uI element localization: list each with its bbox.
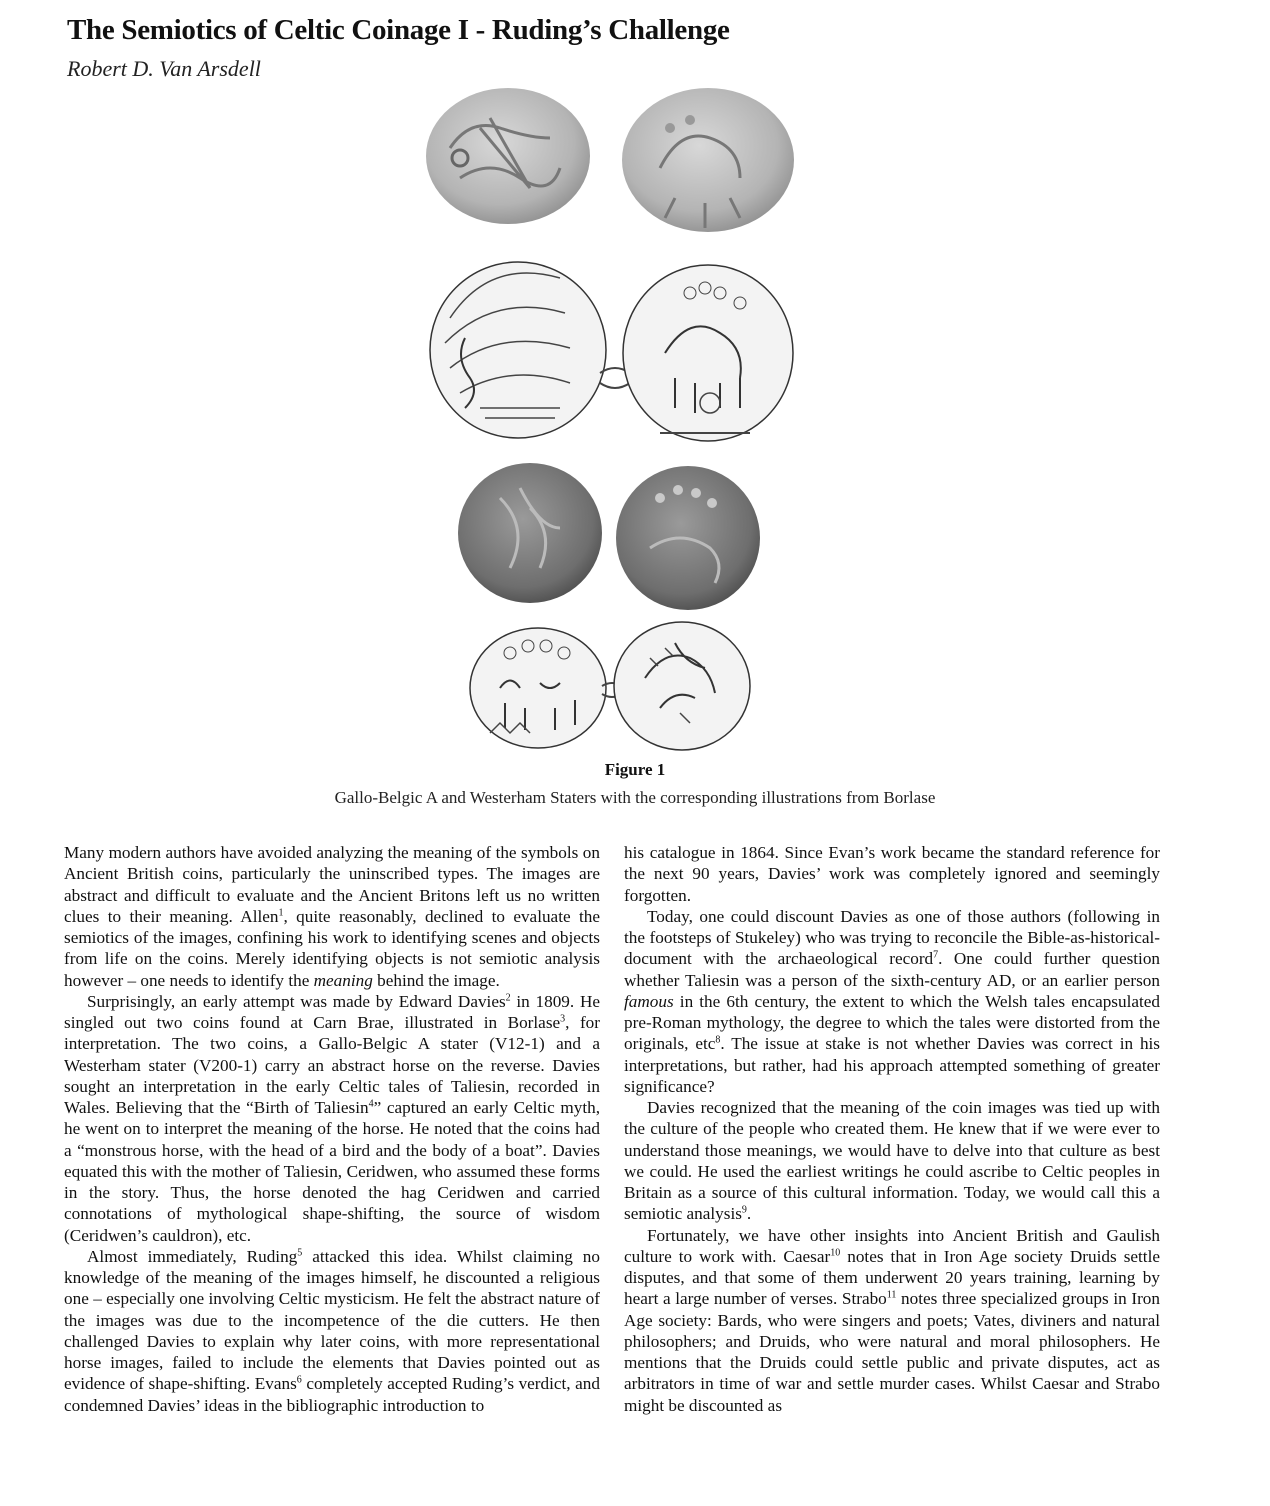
coin-drawing-obverse-1 xyxy=(430,262,606,438)
paragraph-p1: Many modern authors have avoided analyzing the meaning of the symbols on Ancient British coins, particularly the uninscribed types. The images are abstract and difficult to evaluate and the Ancient Britons left us no written clues to their meaning. Allen$^1$, quite reasonably, declined to evaluate the semiotics of the images, confining his work to identifying scenes and objects from life on the coins. Merely identifying objects is not semiotic analysis however – one needs to identify the meaning behind the image. xyxy=(64,843,600,990)
coin-drawing-reverse-1 xyxy=(623,265,793,441)
coin-photo-reverse-1 xyxy=(622,88,794,232)
coin-photo-reverse-2 xyxy=(616,466,760,610)
page-title: The Semiotics of Celtic Coinage I - Ruding’s Challenge xyxy=(67,14,730,46)
paragraph-p2: Surprisingly, an early attempt was made by Edward Davies$^2$ in 1809. He singled out two coins found at Carn Brae, illustrated in Borlase$^3$, for interpretation. The two coins, a Gallo-Belgic A stater (V12-1) and a Westerham stater (V200-1) carry an abstract horse on the reverse. Davies sought an interpretation in the early Celtic tales of Taliesin, recorded in Wales. Believing that the “Birth of Taliesin$^4$” captured an early Celtic myth, he went on to interpret the meaning of the horse. He noted that the coins had a “monstrous horse, with the head of a bird and the body of a boat”. Davies equated this with the mother of Taliesin, Ceridwen, who assumed these forms in the story. Thus, the horse denoted the hag Ceridwen and carried connotations of mythological shape-shifting, the source of wisdom (Ceridwen’s cauldron), etc. xyxy=(64,991,600,1245)
coin-illustrations xyxy=(420,88,800,758)
text-column-right xyxy=(624,842,1160,1416)
coin-figure xyxy=(420,88,800,758)
figure-caption: Gallo-Belgic A and Westerham Staters with the corresponding illustrations from Borlase xyxy=(334,788,936,807)
paragraph-p6: Davies recognized that the meaning of the coin images was tied up with the culture of the people who created them. He knew that if we were ever to understand those meanings, we would have to delve into that culture as best we could. He used the earliest writings he could ascribe to Celtic peoples in Britain as a source of this cultural information. Today, we would call this a semiotic analysis$^9$. xyxy=(624,1098,1160,1224)
coin-photo-obverse-2 xyxy=(458,463,602,603)
paragraph-p5: Today, one could discount Davies as one of those authors (following in the footsteps of Stukeley) who was trying to reconcile the Bible-as-historical-document with the archaeological record$^7$. One could further question whether Taliesin was a person of the sixth-century AD, or an earlier person famous in the 6th century, the extent to which the Welsh tales encapsulated pre-Roman mythology, the degree to which the tales were distorted from the originals, etc$^8$. The issue at stake is not whether Davies was correct in his interpretations, but rather, had his approach attempted something of greater significance? xyxy=(624,906,1161,1096)
coin-photo-obverse-1 xyxy=(426,88,590,224)
author-name: Robert D. Van Arsdell xyxy=(67,56,261,81)
coin-drawing-obverse-2 xyxy=(470,628,606,748)
paragraph-p4: his catalogue in 1864. Since Evan’s work became the standard reference for the next 90 years, Davies’ work was completely ignored and seemingly forgotten. xyxy=(624,843,1160,905)
figure-label: Figure 1 xyxy=(604,760,666,779)
text-column-left xyxy=(64,842,600,1416)
paragraph-p3: Almost immediately, Ruding$^5$ attacked this idea. Whilst claiming no knowledge of the meaning of the images himself, he discounted a religious one – especially one involving Celtic mysticism. He felt the abstract nature of the images was due to the incompetence of the die cutters. He then challenged Davies to explain why later coins, with more representational horse images, failed to include the elements that Davies pointed out as evidence of shape-shifting. Evans$^6$ completely accepted Ruding’s verdict, and condemned Davies’ ideas in the bibliographic introduction to xyxy=(64,1246,600,1415)
paragraph-p7: Fortunately, we have other insights into Ancient British and Gaulish culture to work with. Caesar$^{10}$ notes that in Iron Age society Druids settle disputes, and that some of them underwent 20 years training, learning by heart a large number of verses. Strabo$^{11}$ notes three specialized groups in Iron Age society: Bards, who were singers and poets; Vates, diviners and natural philosophers; and Druids, who were natural and moral philosophers. He mentions that the Druids could settle public and private disputes, act as arbitrators in time of war and settle murder cases. Whilst Caesar and Strabo might be discounted as xyxy=(624,1225,1160,1415)
coin-drawing-reverse-2 xyxy=(614,622,750,750)
